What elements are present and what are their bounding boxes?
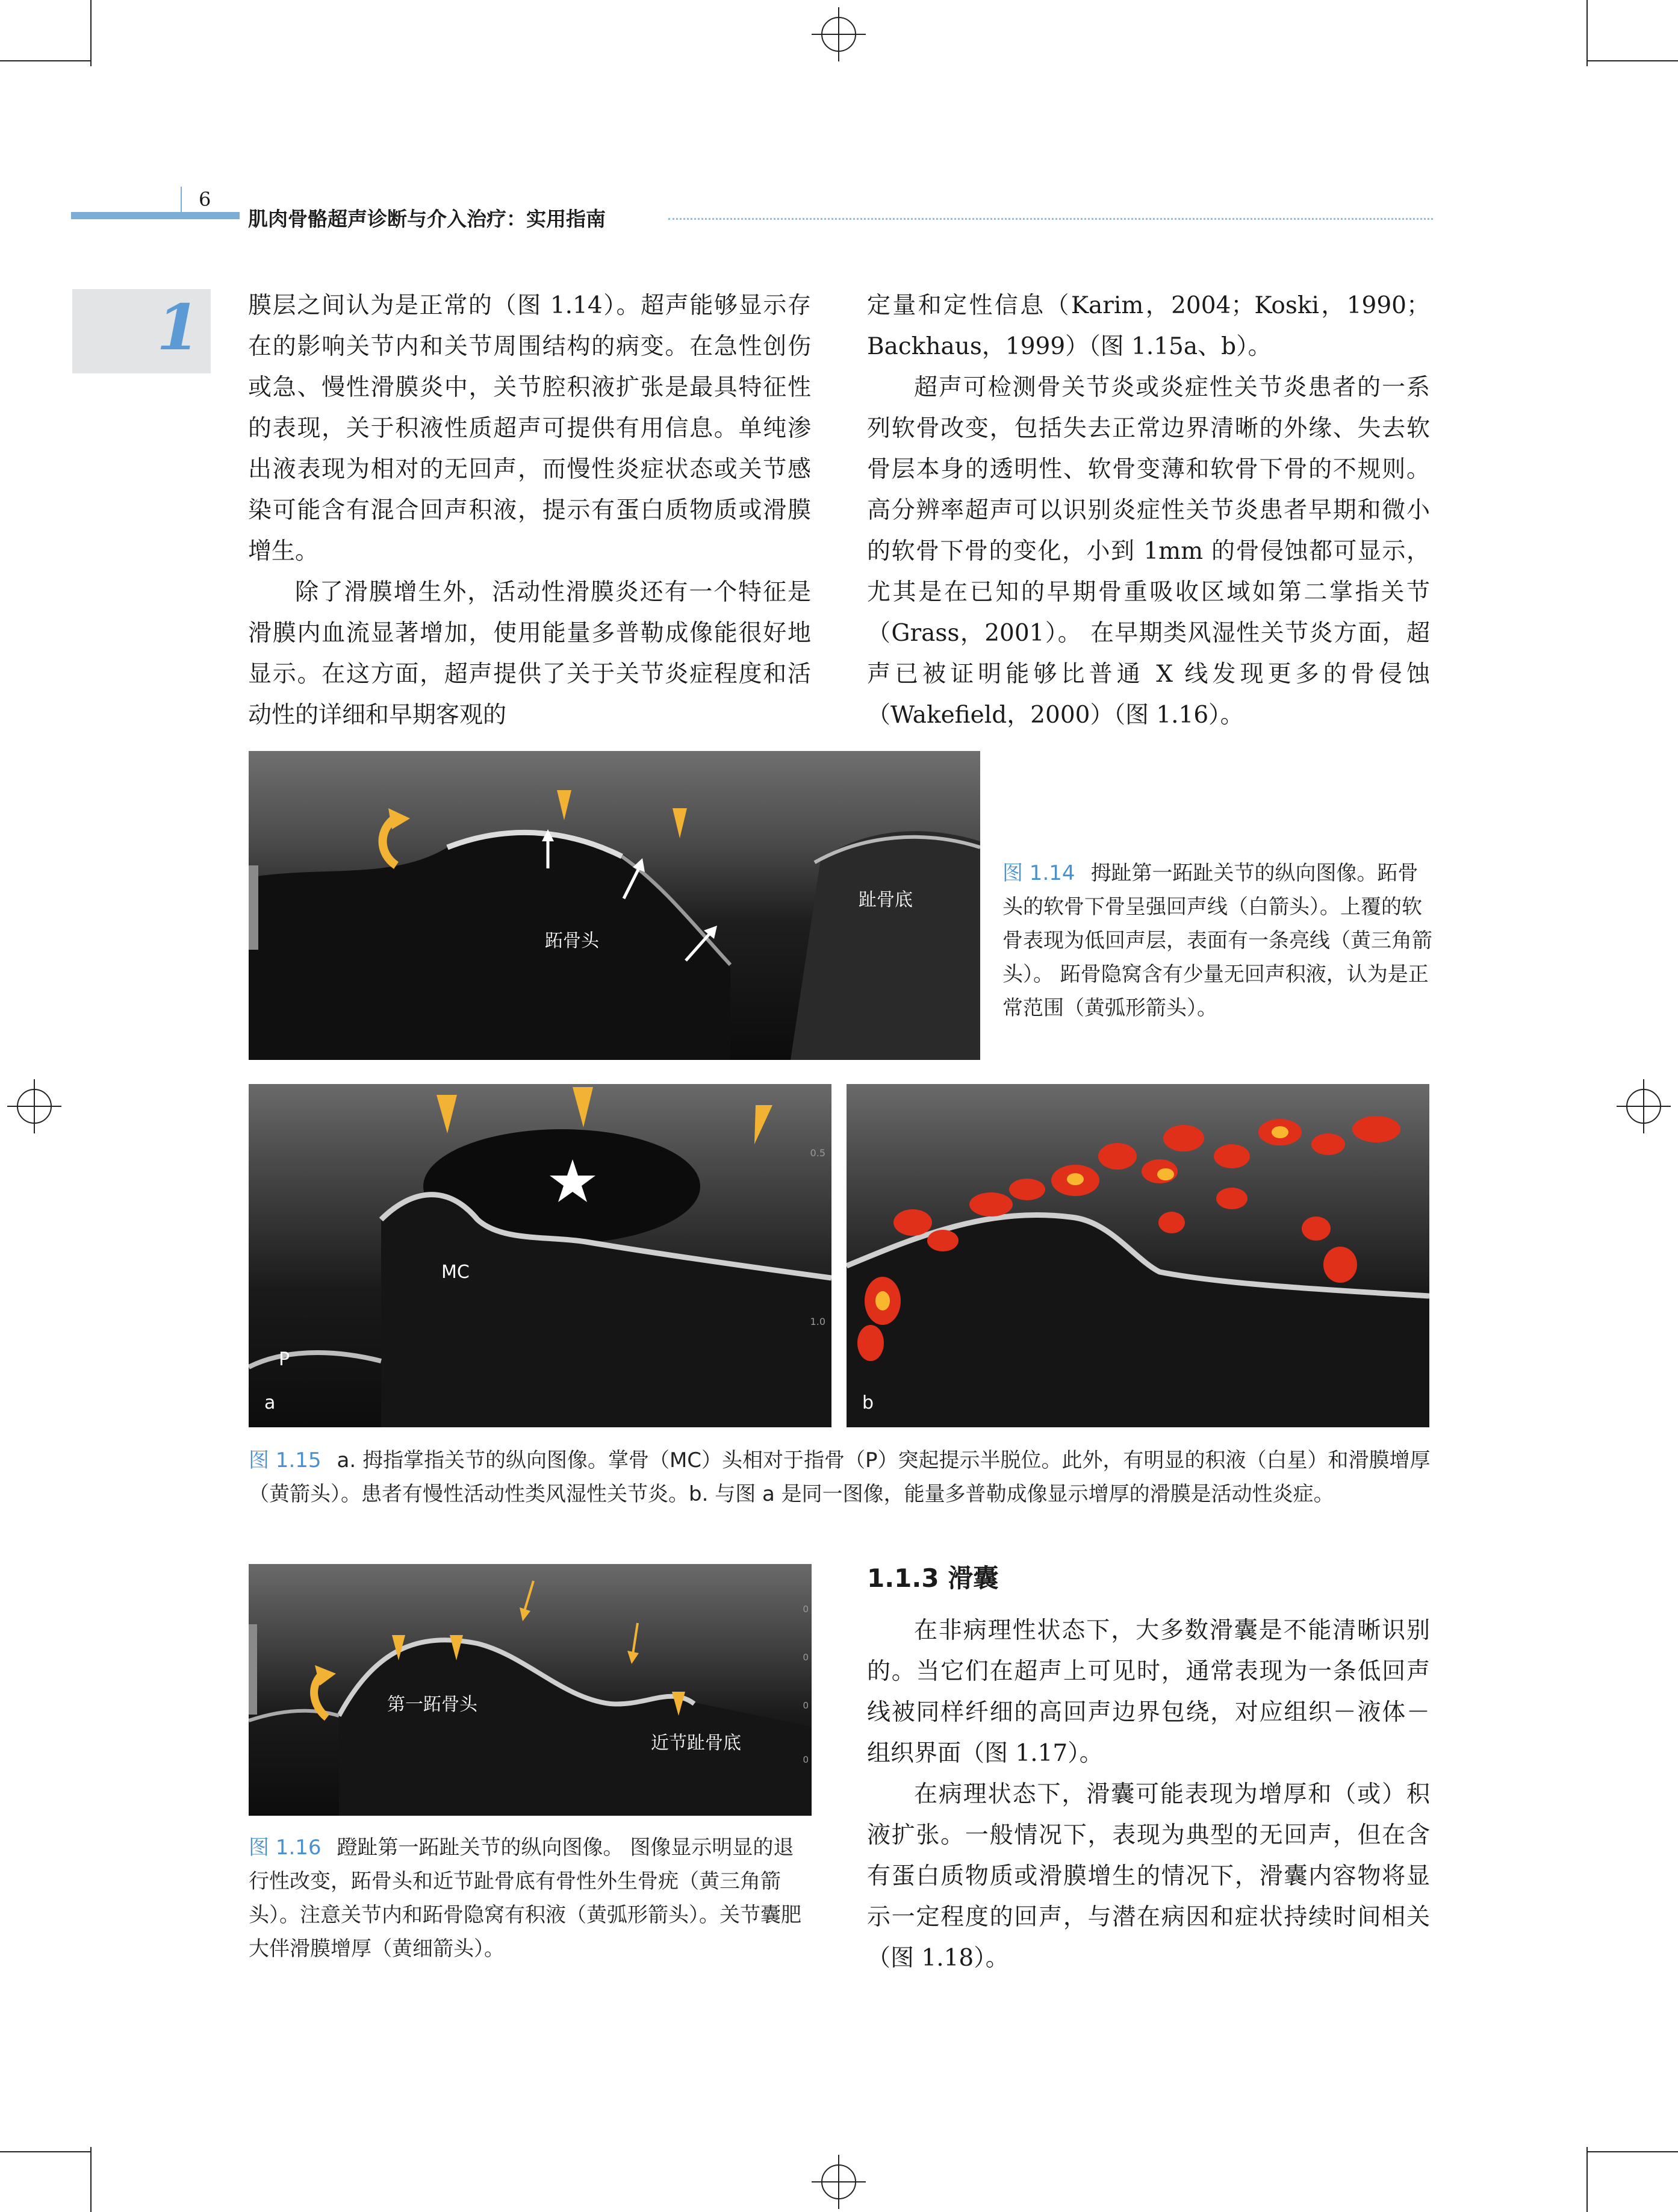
label-p: P — [279, 1349, 290, 1370]
svg-text:1.0: 1.0 — [810, 1316, 825, 1327]
chapter-number: 1 — [157, 290, 200, 364]
figure-1-16-ultrasound — [249, 1564, 812, 1816]
white-arrow-icon — [542, 829, 554, 868]
body-paragraph: 膜层之间认为是正常的（图 1.14）。超声能够显示存在的影响关节内和关节周围结构的病变。在急性创伤或急、慢性滑膜炎中，关节腔积液扩张是最具特征性的表现，关于积液性质超声可提供有用信息。单纯渗出液表现为相对的无回声，而慢性炎症状态或关节感染可能含有混合回声积液，提示有蛋白质物质或滑膜增生。 — [248, 292, 811, 565]
yellow-triangle-arrow-icon — [672, 1692, 685, 1716]
header-dotted-rule — [668, 218, 1433, 220]
yellow-triangle-arrow-icon — [437, 1095, 457, 1133]
svg-text:0.5: 0.5 — [810, 1147, 825, 1159]
body-paragraph: 在病理状态下，滑囊可能表现为增厚和（或）积液扩张。一般情况下，表现为典型的无回声，但在含有蛋白质物质或滑膜增生的情况下，滑囊内容物将显示一定程度的回声，与潜在病因和症状持续时间相关（图 1.18）。 — [867, 1781, 1430, 1972]
figure-1-14-ultrasound — [249, 751, 980, 1060]
crop-mark — [90, 2147, 92, 2212]
body-paragraph: 除了滑膜增生外，活动性滑膜炎还有一个特征是滑膜内血流显著增加，使用能量多普勒成像能很好地显示。在这方面，超声提供了关于关节炎症程度和活动性的详细和早期客观的 — [248, 579, 811, 729]
svg-text:0: 0 — [803, 1754, 809, 1765]
figure-number: 图 1.15 — [249, 1448, 322, 1472]
registration-mark — [1617, 1079, 1671, 1133]
panel-label-a: a — [264, 1392, 276, 1413]
figure-1-15-caption — [249, 1444, 1432, 1511]
label-proximal-phalanx-base: 近节趾骨底 — [651, 1733, 741, 1754]
yellow-triangle-arrow-icon — [450, 1635, 463, 1660]
figure-1-16-caption — [249, 1831, 812, 1966]
running-header-title: 肌肉骨骼超声诊断与介入治疗：实用指南 — [248, 207, 606, 231]
yellow-triangle-arrow-icon — [754, 1105, 772, 1144]
left-column — [248, 285, 811, 736]
figure-1-15b-power-doppler — [847, 1084, 1429, 1427]
registration-mark — [7, 1079, 61, 1133]
yellow-thin-arrow-icon — [520, 1581, 533, 1621]
label-phalanx-base: 趾骨底 — [859, 889, 913, 911]
right-column — [867, 285, 1430, 736]
caption-text: 拇趾第一跖趾关节的纵向图像。跖骨头的软骨下骨呈强回声线（白箭头）。上覆的软骨表现为低回声层，表面有一条亮线（黄三角箭头）。 跖骨隐窝含有少量无回声积液，认为是正常范围（黄弧形箭头）。 — [1002, 861, 1432, 1020]
crop-mark — [0, 2151, 90, 2152]
svg-text:0: 0 — [803, 1652, 809, 1663]
body-paragraph: 超声可检测骨关节炎或炎症性关节炎患者的一系列软骨改变，包括失去正常边界清晰的外缘、失去软骨层本身的透明性、软骨变薄和软骨下骨的不规则。 高分辨率超声可以识别炎症性关节炎患者早期和微小的软骨下骨的变化，小到 1mm 的骨侵蚀都可显示，尤其是在已知的早期骨重吸收区域如第二掌指关节（Grass，2001）。 在早期类风湿性关节炎方面，超声已被证明能够比普通 X 线发现更多的骨侵蚀（Wakefield，2000）（图 1.16）。 — [867, 374, 1430, 729]
yellow-curved-arrow-icon — [383, 808, 411, 865]
crop-mark — [90, 0, 92, 66]
caption-text: 蹬趾第一跖趾关节的纵向图像。 图像显示明显的退行性改变，跖骨头和近节趾骨底有骨性外生骨疣（黄三角箭头）。注意关节内和跖骨隐窝有积液（黄弧形箭头）。关节囊肥大伴滑膜增厚（黄细箭头）。 — [249, 1836, 801, 1961]
crop-mark — [1586, 60, 1678, 61]
header-accent-bar — [71, 212, 240, 219]
white-arrow-icon — [624, 858, 645, 899]
yellow-triangle-arrow-icon — [392, 1635, 405, 1660]
section-text — [867, 1610, 1430, 1979]
svg-text:0: 0 — [803, 1604, 809, 1615]
figure-1-15a-ultrasound — [249, 1084, 831, 1427]
figure-1-14-caption — [1002, 856, 1436, 1025]
section-heading: 1.1.3 滑囊 — [867, 1563, 999, 1593]
crop-mark — [1586, 2151, 1678, 2152]
yellow-triangle-arrow-icon — [573, 1087, 593, 1127]
yellow-triangle-arrow-icon — [673, 808, 687, 838]
svg-text:0: 0 — [803, 1700, 809, 1711]
body-paragraph: 在非病理性状态下，大多数滑囊是不能清晰识别的。当它们在超声上可见时，通常表现为一条低回声线被同样纤细的高回声边界包绕，对应组织－液体－组织界面（图 1.17）。 — [867, 1617, 1430, 1767]
white-star-icon — [550, 1159, 595, 1202]
figure-number: 图 1.14 — [1002, 861, 1075, 885]
label-mc: MC — [441, 1262, 470, 1283]
body-paragraph: 定量和定性信息（Karim，2004；Koski，1990；Backhaus，1999）（图 1.15a、b）。 — [867, 292, 1430, 360]
registration-mark — [812, 7, 866, 61]
crop-mark — [1586, 0, 1588, 66]
label-first-metatarsal-head: 第一跖骨头 — [387, 1694, 477, 1715]
figure-number: 图 1.16 — [249, 1836, 322, 1860]
crop-mark — [1586, 2147, 1588, 2212]
registration-mark — [812, 2155, 866, 2209]
panel-label-b: b — [862, 1392, 874, 1413]
white-arrow-icon — [686, 926, 717, 961]
label-metatarsal-head: 跖骨头 — [545, 930, 599, 952]
caption-text: a. 拇指掌指关节的纵向图像。掌骨（MC）头相对于指骨（P）突起提示半脱位。此外，有明显的积液（白星）和滑膜增厚（黄箭头）。患者有慢性活动性类风湿性关节炎。b. 与图 a 是同一图像，能量多普勒成像显示增厚的滑膜是活动性炎症。 — [249, 1448, 1431, 1506]
crop-mark — [0, 60, 90, 61]
yellow-thin-arrow-icon — [627, 1623, 639, 1664]
yellow-triangle-arrow-icon — [557, 790, 571, 820]
page-number: 6 — [199, 188, 211, 211]
yellow-curved-arrow-icon — [314, 1665, 336, 1718]
